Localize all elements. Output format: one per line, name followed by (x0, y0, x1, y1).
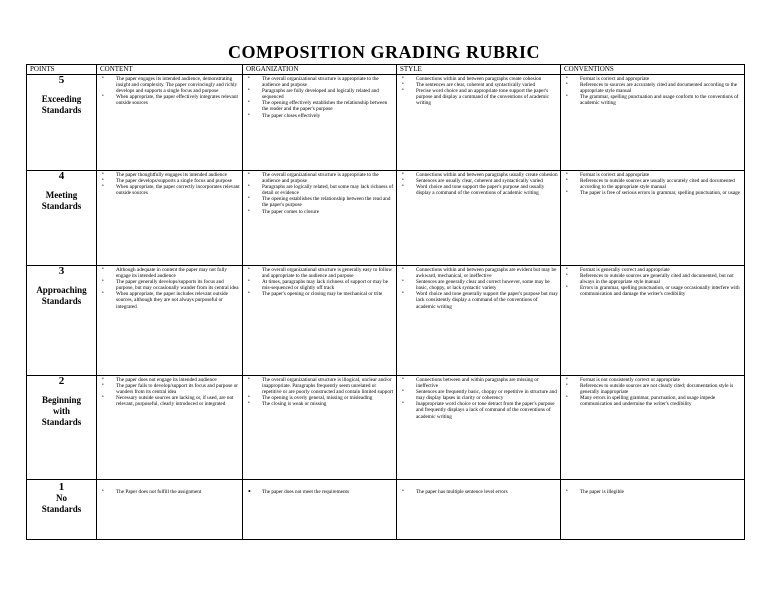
style-cell (397, 376, 561, 480)
score-cell (27, 75, 97, 171)
score-label: Standards (41, 504, 82, 514)
content-cell (97, 480, 243, 540)
criterion: • Connections within and between paragraphs usually create cohesion (416, 172, 558, 178)
criterion: • The closing is weak or missing (262, 401, 394, 407)
criterion: • The opening effectively establishes the relationship between the reader and the paper's purpose (262, 100, 394, 112)
criterion: • The paper does not meet the requirements (262, 489, 394, 495)
criterion: • When appropriate, the paper effectively integrates relevant outside sources (116, 94, 240, 106)
header-points: POINTS (27, 65, 97, 75)
score-value: 3 (58, 265, 65, 277)
score-value: 2 (58, 375, 65, 387)
score-label: Standards (41, 105, 82, 115)
header-style: STYLE (397, 65, 561, 75)
criterion: • The paper is free of serious errors in grammar, spelling punctuation, or usage (580, 190, 742, 196)
rubric-row-1 (27, 480, 745, 540)
rubric-row-2 (27, 376, 745, 480)
criterion: • The paper has multiple sentence level errors (416, 489, 558, 495)
criterion: • References to outside sources are generally cited and documented, but not always in the appropriate style manual (580, 273, 742, 285)
criterion: • Format is correct and appropriate (580, 76, 742, 82)
criterion: • When appropriate, the paper includes relevant outside sources, although they are not always purposeful or integrated (116, 291, 240, 309)
criterion: • Format is generally correct and appropriate (580, 267, 742, 273)
organization-cell (243, 480, 397, 540)
criterion: • The overall organizational structure is appropriate to the audience and purpose (262, 76, 394, 88)
score-label: Meeting (45, 190, 78, 200)
header-content: CONTENT (97, 65, 243, 75)
conventions-cell (561, 75, 745, 171)
content-cell (97, 75, 243, 171)
criterion: • When appropriate, the paper correctly incorporates relevant outside sources (116, 184, 240, 196)
criterion: • Format is not consistently correct or appropriate (580, 377, 742, 383)
rubric-row-4 (27, 171, 745, 266)
score-cell (27, 266, 97, 376)
style-cell (397, 75, 561, 171)
criterion: • Paragraphs are fully developed and logically related and sequenced (262, 88, 394, 100)
header-organization: ORGANIZATION (243, 65, 397, 75)
criterion: • The overall organizational structure is illogical, unclear and/or inappropriate. Paragraphs frequently seem unrelated or repetitive or are poorly constructed and contain limited support (262, 377, 394, 395)
criterion: • Although adequate in content the paper may not fully engage its intended audience (116, 267, 240, 279)
criterion: • The paper generally develops/supports its focus and purpose, but may occasionally wander from its central idea (116, 279, 240, 291)
organization-cell (243, 75, 397, 171)
score-label: Approaching (36, 285, 87, 295)
content-cell (97, 376, 243, 480)
style-cell (397, 171, 561, 266)
criterion: • Connections within and between paragraphs create cohesion (416, 76, 558, 82)
criterion: • References to outside sources are usually accurately cited and documented according to the appropriate style manual (580, 178, 742, 190)
organization-cell (243, 376, 397, 480)
conventions-cell (561, 480, 745, 540)
score-label: Standards (41, 201, 82, 211)
criterion: • Errors in grammar, spelling punctuation, or usage occasionally interfere with communication and damage the writer's credibility (580, 285, 742, 297)
conventions-cell (561, 171, 745, 266)
criterion: • References to sources are accurately cited and documented according to the appropriate style manual (580, 82, 742, 94)
organization-cell (243, 171, 397, 266)
criterion: • The grammar, spelling punctuation and usage conform to the conventions of academic writing (580, 94, 742, 106)
score-label: with (52, 406, 70, 416)
criterion: • Format is correct and appropriate (580, 172, 742, 178)
conventions-cell (561, 376, 745, 480)
criterion: • The paper does not engage its intended audience (116, 377, 240, 383)
criterion: • The paper's opening or closing may be mechanical or trite (262, 291, 394, 297)
content-cell (97, 171, 243, 266)
score-label: Standards (41, 296, 82, 306)
criterion: • The overall organizational structure is appropriate to the audience and purpose (262, 172, 394, 184)
score-label: Beginning (41, 395, 81, 405)
criterion: • The opening establishes the relationship between the read and the paper's purpose (262, 196, 394, 208)
criterion: • The paper develops/supports a single focus and purpose (116, 178, 240, 184)
criterion: • The paper engages its intended audience, demonstrating insight and complexity. The paper convincingly and richly develops and supports a single focus and purpose (116, 76, 240, 94)
score-cell (27, 376, 97, 480)
criterion: • Precise word choice and an appropriate tone support the paper's purpose and display a command of the conventions of academic writing (416, 88, 558, 106)
criterion: • The paper comes to closure (262, 209, 394, 215)
criterion: • Connections between and within paragraphs are missing or ineffective (416, 377, 558, 389)
criterion: • Word choice and tone support the paper's purpose and usually display a command of the conventions of academic writing (416, 184, 558, 196)
criterion: • The paper is illegible (580, 489, 742, 495)
criterion: • Sentences are usually clear, coherent and syntactically varied (416, 178, 558, 184)
score-cell (27, 480, 97, 540)
criterion: • The sentences are clear, coherent and syntactically varied (416, 82, 558, 88)
criterion: • The paper closes effectively (262, 113, 394, 119)
criterion: • Paragraphs are logically related, but some may lack richness of detail or evidence (262, 184, 394, 196)
score-label: Exceeding (41, 94, 82, 104)
page-title: COMPOSITION GRADING RUBRIC (227, 42, 541, 62)
score-value: 5 (58, 74, 65, 86)
criterion: • Necessary outside sources are lacking or, if used, are not relevant, purposeful, clearly introduced or integrated (116, 395, 240, 407)
header-row (27, 65, 745, 75)
criterion: • At times, paragraphs may lack richness of support or may be mis-sequenced or slightly off track (262, 279, 394, 291)
criterion: • Sentences are generally clear and correct however, some may be basic, choppy, or lack syntactic variety (416, 279, 558, 291)
criterion: • The opening is overly general, missing or misleading (262, 395, 394, 401)
criterion: • The overall organizational structure is generally easy to follow and appropriate to the audience and purpose (262, 267, 394, 279)
content-cell (97, 266, 243, 376)
rubric-row-3 (27, 266, 745, 376)
organization-cell (243, 266, 397, 376)
criterion: • Word choice and tone generally support the paper's purpose but may lack consistently display a command of the conventions of academic writing (416, 291, 558, 309)
style-cell (397, 480, 561, 540)
header-conventions: CONVENTIONS (561, 65, 745, 75)
score-value: 1 (58, 481, 65, 493)
rubric-row-5 (27, 75, 745, 171)
conventions-cell (561, 266, 745, 376)
score-label: No (56, 493, 67, 503)
criterion: • The paper fails to develop/support its focus and purpose or wanders from its central idea (116, 383, 240, 395)
rubric-table (26, 64, 745, 540)
criterion: • The Paper does not fulfill the assignment (116, 489, 240, 495)
score-label: Standards (41, 417, 82, 427)
score-cell (27, 171, 97, 266)
criterion: • Many errors in spelling grammar, punctuation, and usage impede communication and undermine the writer's credibility (580, 395, 742, 407)
criterion: • Sentences are frequently basic, choppy or repetitive in structure and may display lapses in clarity or coherency (416, 389, 558, 401)
score-value: 4 (58, 170, 65, 182)
criterion: • The paper thoughtfully engages its intended audience (116, 172, 240, 178)
criterion: • References to outside sources are not clearly cited; documentation style is generally inappropriate (580, 383, 742, 395)
criterion: • Inappropriate word choice or tone detract from the paper's purpose and frequently displays a lack of command of the conventions of academic writing (416, 401, 558, 419)
style-cell (397, 266, 561, 376)
criterion: • Connections within and between paragraphs are evident but may be awkward, mechanical, or ineffective (416, 267, 558, 279)
